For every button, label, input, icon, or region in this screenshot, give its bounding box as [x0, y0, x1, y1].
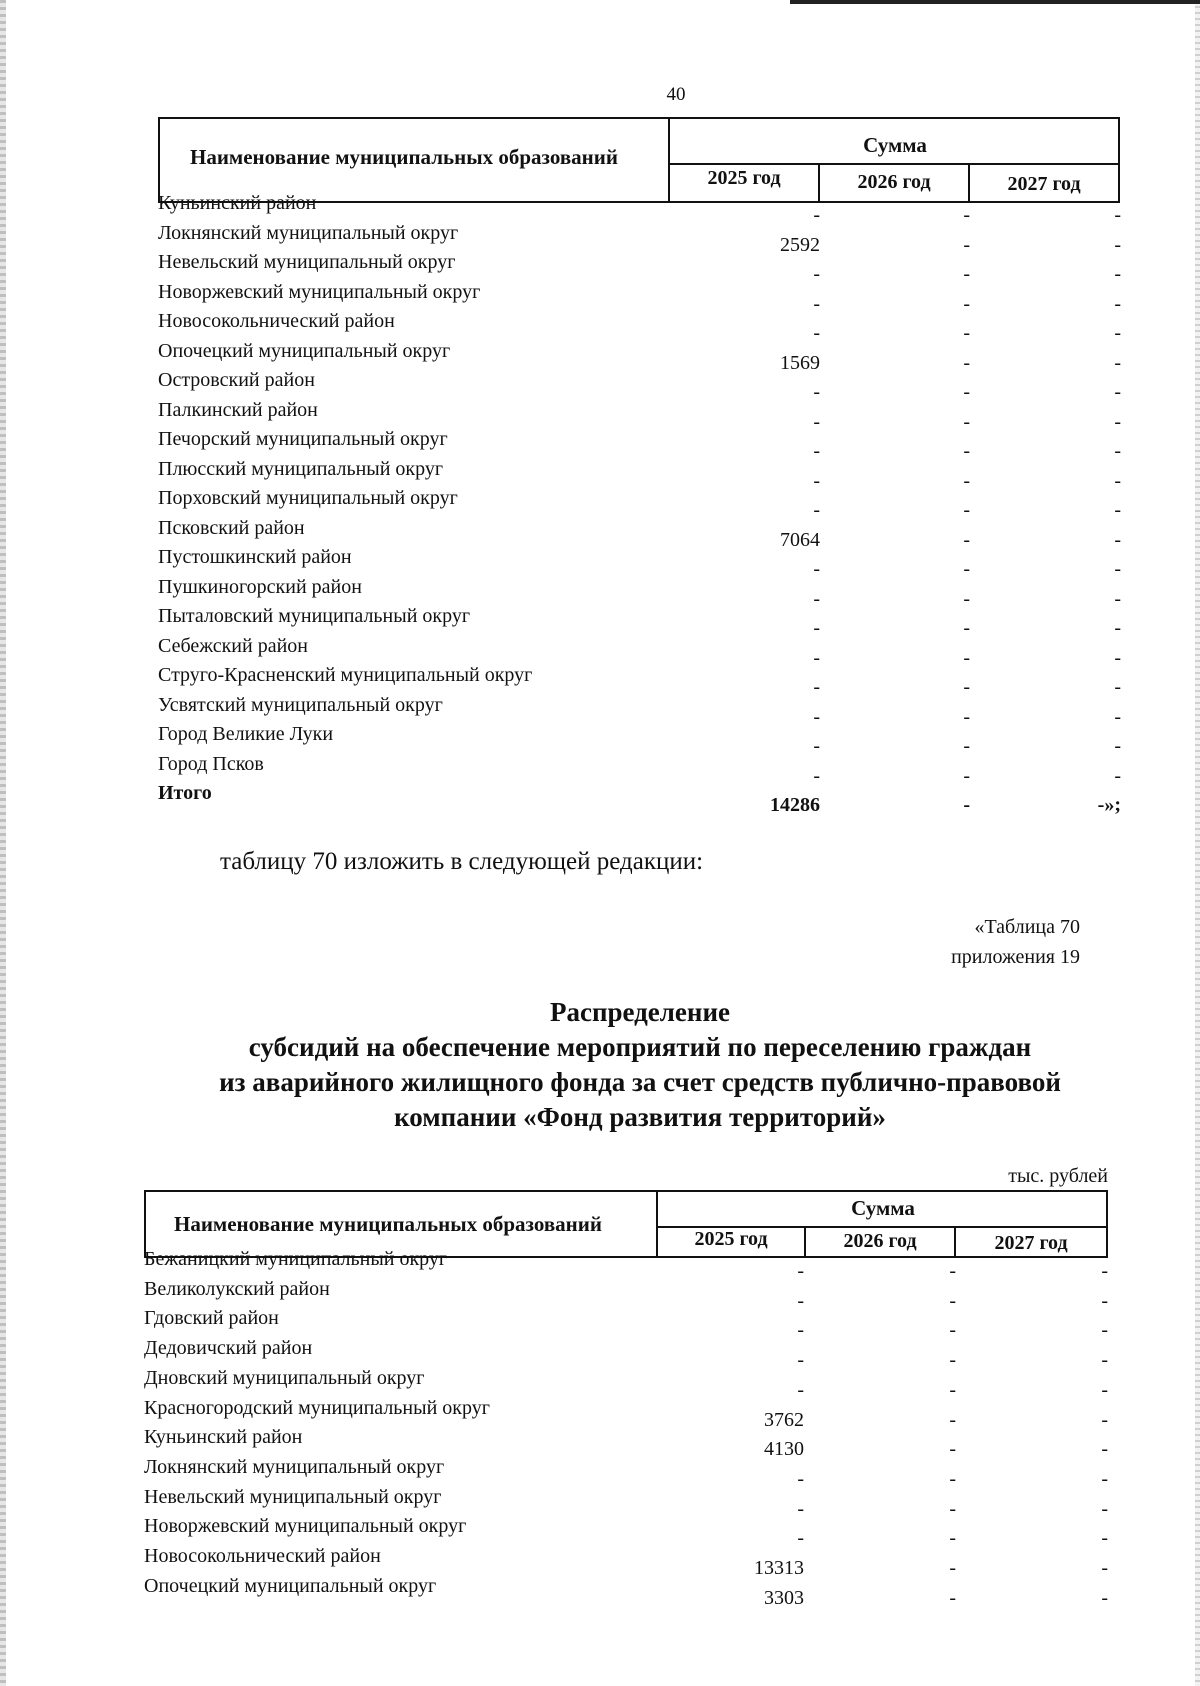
table-row	[144, 1574, 1124, 1609]
municipality-name: Пыталовский муниципальный округ	[158, 605, 471, 627]
value-2026: -	[963, 587, 970, 610]
table-row	[158, 693, 1138, 728]
value-2025: 3303	[764, 1586, 804, 1609]
table-row	[158, 605, 1138, 639]
value-2025: -	[797, 1289, 804, 1312]
value-2025: 7064	[780, 528, 820, 551]
year-2026-header: 2026 год	[857, 171, 931, 193]
table-row	[158, 280, 1138, 315]
year-2027-header: 2027 год	[1007, 173, 1081, 195]
value-2025: -	[813, 440, 820, 462]
value-2025: -	[797, 1260, 804, 1282]
municipality-name: Куньинский район	[158, 192, 317, 214]
municipality-name: Пустошкинский район	[158, 546, 352, 568]
municipality-name: Островский район	[158, 369, 315, 391]
municipality-name: Локнянский муниципальный округ	[158, 221, 459, 244]
value-2026: -	[949, 1467, 956, 1490]
value-2026: -	[963, 469, 970, 492]
value-2026: -	[963, 676, 970, 698]
value-2026: -	[963, 735, 970, 757]
table-row	[158, 251, 1138, 285]
municipality-name: Новосокольнический район	[144, 1545, 381, 1567]
table-row	[158, 369, 1138, 403]
value-2025: -	[813, 617, 820, 639]
document-heading	[160, 995, 1120, 1135]
value-2025: -	[813, 204, 820, 226]
table-row	[158, 546, 1138, 580]
value-2027: -	[1101, 1586, 1108, 1609]
value-2025: -	[813, 558, 820, 580]
municipality-name: Псковский район	[158, 516, 305, 539]
year-2027-header: 2027 год	[994, 1232, 1068, 1254]
value-2026: -	[963, 646, 970, 669]
value-2027: -	[1114, 587, 1121, 610]
sum-column-header: Сумма	[863, 133, 927, 157]
value-2025: 4130	[764, 1438, 804, 1461]
value-2027: -	[1101, 1349, 1108, 1372]
value-2025: -	[813, 705, 820, 728]
value-2025: -	[813, 499, 820, 521]
value-2027: -	[1114, 440, 1121, 462]
scan-edge-right	[1195, 0, 1200, 1686]
year-2025-header: 2025 год	[707, 167, 781, 189]
value-2027: -	[1114, 233, 1121, 256]
value-2027: -	[1114, 204, 1121, 226]
table-row	[158, 575, 1138, 610]
value-2027: -	[1101, 1408, 1108, 1431]
table-1-header	[158, 117, 1120, 203]
value-2025: 2592	[780, 233, 820, 256]
total-label: Итого	[158, 782, 212, 804]
value-2025: -	[813, 381, 820, 403]
table-row	[144, 1426, 1124, 1461]
table-row	[158, 192, 1138, 226]
municipality-name: Невельский муниципальный округ	[158, 251, 456, 273]
value-2025: -	[813, 469, 820, 492]
municipality-name: Новоржевский муниципальный округ	[144, 1515, 467, 1538]
table-row	[158, 634, 1138, 669]
value-2027: -	[1101, 1557, 1108, 1579]
value-2025: -	[813, 410, 820, 433]
municipality-name: Новосокольнический район	[158, 310, 395, 332]
municipality-name: Бежаницкий муниципальный округ	[144, 1248, 448, 1270]
municipality-name: Печорский муниципальный округ	[158, 428, 448, 450]
total-value-2027: -»;	[1097, 794, 1121, 816]
value-2027: -	[1114, 499, 1121, 521]
scan-edge-left	[0, 0, 6, 1686]
value-2026: -	[963, 499, 970, 521]
value-2025: 13313	[754, 1557, 804, 1579]
table-reference-line-2: приложения 19	[951, 946, 1080, 968]
municipality-name: Локнянский муниципальный округ	[144, 1455, 445, 1478]
value-2026: -	[963, 617, 970, 639]
table-row	[144, 1545, 1124, 1579]
municipality-name: Новоржевский муниципальный округ	[158, 280, 481, 303]
value-2025: -	[813, 292, 820, 315]
units-label: тыс. рублей	[1008, 1165, 1108, 1187]
value-2026: -	[963, 764, 970, 787]
heading-line-3: из аварийного жилищного фонда за счет средств публично-правовой	[219, 1067, 1061, 1097]
scan-top-bar	[790, 0, 1200, 4]
value-2027: -	[1114, 469, 1121, 492]
value-2026: -	[949, 1378, 956, 1401]
value-2026: -	[949, 1349, 956, 1372]
value-2027: -	[1101, 1260, 1108, 1282]
value-2025: -	[797, 1467, 804, 1490]
value-2027: -	[1114, 617, 1121, 639]
table-row	[144, 1485, 1124, 1520]
table-row	[158, 457, 1138, 492]
value-2026: -	[949, 1408, 956, 1431]
value-2025: -	[813, 263, 820, 285]
value-2027: -	[1101, 1438, 1108, 1461]
table-row	[158, 428, 1138, 462]
value-2025: -	[813, 735, 820, 757]
municipality-name: Плюсский муниципальный округ	[158, 457, 444, 480]
value-2027: -	[1101, 1289, 1108, 1312]
value-2026: -	[963, 410, 970, 433]
value-2025: -	[813, 676, 820, 698]
value-2026: -	[949, 1557, 956, 1579]
table-reference-line-1: «Таблица 70	[974, 916, 1080, 938]
value-2025: -	[813, 764, 820, 787]
year-2026-header: 2026 год	[843, 1230, 917, 1252]
value-2027: -	[1114, 292, 1121, 315]
municipality-name: Пушкиногорский район	[158, 575, 362, 598]
value-2026: -	[963, 322, 970, 344]
heading-line-1: Распределение	[549, 997, 731, 1027]
municipality-name: Опочецкий муниципальный округ	[158, 339, 451, 362]
value-2026: -	[949, 1289, 956, 1312]
value-2027: -	[1114, 322, 1121, 344]
value-2025: 1569	[780, 351, 820, 374]
table-1	[158, 117, 1121, 816]
table-row	[158, 310, 1138, 344]
table-row	[144, 1396, 1124, 1431]
value-2026: -	[949, 1260, 956, 1282]
table-row	[144, 1248, 1124, 1282]
value-2026: -	[963, 440, 970, 462]
value-2026: -	[963, 233, 970, 256]
value-2026: -	[963, 204, 970, 226]
table-row	[158, 664, 1138, 698]
year-2025-header: 2025 год	[694, 1228, 768, 1250]
value-2027: -	[1114, 735, 1121, 757]
value-2026: -	[949, 1527, 956, 1550]
value-2025: -	[797, 1378, 804, 1401]
value-2027: -	[1114, 705, 1121, 728]
table-row	[158, 398, 1138, 433]
table-row	[144, 1277, 1124, 1312]
table-row	[158, 516, 1138, 551]
municipality-name: Невельский муниципальный округ	[144, 1485, 442, 1508]
value-2026: -	[949, 1586, 956, 1609]
value-2026: -	[963, 292, 970, 315]
value-2027: -	[1114, 381, 1121, 403]
table-row	[158, 723, 1138, 757]
heading-line-4: компании «Фонд развития территорий»	[394, 1102, 886, 1132]
value-2026: -	[963, 558, 970, 580]
table-row	[158, 339, 1138, 374]
municipality-name: Опочецкий муниципальный округ	[144, 1574, 437, 1597]
value-2027: -	[1101, 1378, 1108, 1401]
value-2025: -	[797, 1319, 804, 1342]
value-2027: -	[1114, 351, 1121, 374]
table-row	[158, 221, 1138, 256]
value-2027: -	[1101, 1319, 1108, 1342]
page-number: 40	[666, 84, 686, 105]
name-column-header: Наименование муниципальных образований	[174, 1212, 602, 1236]
municipality-name: Дедовичский район	[144, 1337, 313, 1360]
municipality-name: Усвятский муниципальный округ	[158, 693, 443, 716]
value-2025: -	[813, 646, 820, 669]
table-row	[144, 1455, 1124, 1490]
value-2026: -	[963, 263, 970, 285]
value-2025: -	[813, 322, 820, 344]
municipality-name: Куньинский район	[144, 1426, 303, 1449]
municipality-name: Себежский район	[158, 634, 308, 657]
table-row	[144, 1337, 1124, 1372]
total-value-2026: -	[963, 794, 970, 816]
value-2025: -	[797, 1349, 804, 1372]
sum-column-header: Сумма	[851, 1196, 915, 1220]
table-row	[158, 487, 1138, 521]
total-row	[158, 782, 1138, 816]
value-2027: -	[1114, 676, 1121, 698]
name-column-header: Наименование муниципальных образований	[190, 145, 618, 169]
value-2026: -	[949, 1319, 956, 1342]
table-row	[144, 1307, 1124, 1342]
value-2027: -	[1114, 528, 1121, 551]
value-2027: -	[1114, 646, 1121, 669]
value-2027: -	[1114, 558, 1121, 580]
heading-line-2: субсидий на обеспечение мероприятий по переселению граждан	[248, 1032, 1032, 1062]
total-value-2025: 14286	[770, 794, 820, 816]
municipality-name: Струго-Красненский муниципальный округ	[158, 664, 533, 686]
municipality-name: Дновский муниципальный округ	[144, 1366, 425, 1389]
value-2027: -	[1114, 410, 1121, 433]
municipality-name: Гдовский район	[144, 1307, 279, 1330]
value-2025: -	[797, 1497, 804, 1520]
value-2027: -	[1114, 764, 1121, 787]
value-2027: -	[1101, 1467, 1108, 1490]
value-2026: -	[963, 705, 970, 728]
table-row	[158, 752, 1138, 787]
value-2026: -	[949, 1497, 956, 1520]
value-2027: -	[1101, 1497, 1108, 1520]
value-2025: -	[797, 1527, 804, 1550]
table-reference	[951, 912, 1080, 972]
instruction-text: таблицу 70 изложить в следующей редакции:	[220, 848, 704, 875]
value-2027: -	[1101, 1527, 1108, 1550]
table-2	[144, 1190, 1108, 1609]
value-2027: -	[1114, 263, 1121, 285]
municipality-name: Красногородский муниципальный округ	[144, 1396, 490, 1419]
table-row	[144, 1366, 1124, 1401]
municipality-name: Палкинский район	[158, 398, 318, 421]
value-2026: -	[949, 1438, 956, 1461]
value-2026: -	[963, 381, 970, 403]
value-2026: -	[963, 528, 970, 551]
value-2026: -	[963, 351, 970, 374]
value-2025: -	[813, 587, 820, 610]
municipality-name: Город Псков	[158, 752, 264, 775]
value-2025: 3762	[764, 1408, 804, 1431]
municipality-name: Великолукский район	[144, 1277, 330, 1300]
municipality-name: Порховский муниципальный округ	[158, 487, 458, 509]
municipality-name: Город Великие Луки	[158, 723, 334, 745]
table-row	[144, 1515, 1124, 1550]
